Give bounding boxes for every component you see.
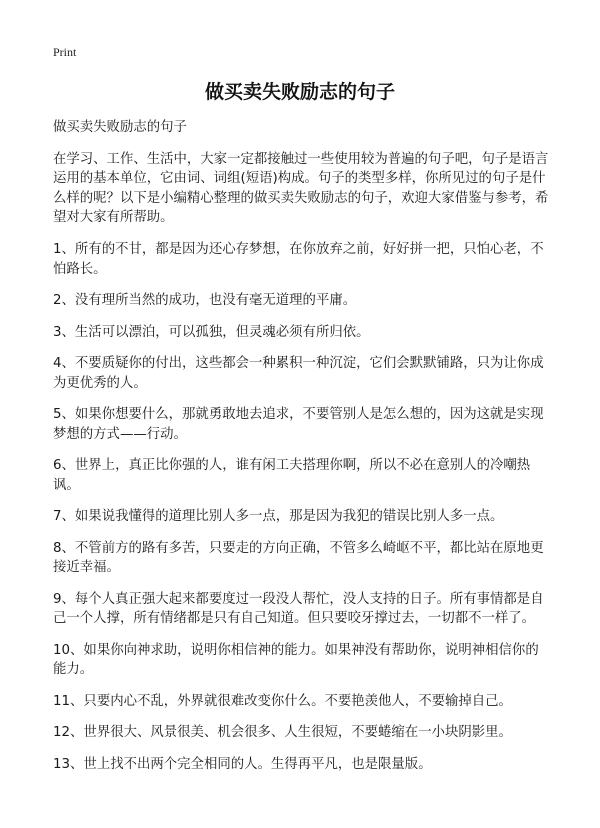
article-subtitle: 做买卖失败励志的句子 xyxy=(53,120,187,135)
list-item: 13、世上找不出两个完全相同的人。生得再平凡，也是限量版。 xyxy=(53,756,432,772)
list-item: 4、不要质疑你的付出，这些都会一种累积一种沉淀，它们会默默铺路，只为让你成为更优秀的人。 xyxy=(53,356,544,391)
article-intro: 在学习、工作、生活中，大家一定都接触过一些使用较为普遍的句子吧，句子是语言运用的基本单位，它由词、词组(短语)构成。句子的类型多样，你所见过的句子是什么样的呢？以下是小编精心整理的做买卖失败励志的句子，欢迎大家借鉴与参考，希望对大家有所帮助。 xyxy=(53,151,549,225)
list-item: 1、所有的不甘，都是因为还心存梦想，在你放弃之前，好好拼一把，只怕心老，不怕路长。 xyxy=(53,242,544,277)
list-item: 2、没有理所当然的成功，也没有毫无道理的平庸。 xyxy=(53,293,357,308)
list-item: 8、不管前方的路有多苦，只要走的方向正确，不管多么崎岖不平，都比站在原地更接近幸福。 xyxy=(53,540,544,575)
page-title: 做买卖失败励志的句子 xyxy=(204,81,395,103)
list-item: 5、如果你想要什么，那就勇敢地去追求，不要管别人是怎么想的，因为这就是实现梦想的方式——行动。 xyxy=(53,407,544,442)
list-item: 7、如果说我懂得的道理比别人多一点，那是因为我犯的错误比别人多一点。 xyxy=(53,509,504,524)
list-item: 10、如果你向神求助，说明你相信神的能力。如果神没有帮助你，说明神相信你的能力。 xyxy=(53,642,539,677)
article-body xyxy=(53,118,550,786)
list-item: 9、每个人真正强大起来都要度过一段没人帮忙，没人支持的日子。所有事情都是自己一个人撑，所有情绪都是只有自己知道。但只要咬牙撑过去，一切都不一样了。 xyxy=(53,591,544,626)
print-link[interactable]: Print xyxy=(53,45,77,59)
list-item: 12、世界很大、风景很美、机会很多、人生很短，不要蜷缩在一小块阴影里。 xyxy=(53,725,512,740)
list-item: 11、只要内心不乱，外界就很难改变你什么。不要艳羡他人，不要输掉自己。 xyxy=(53,693,512,709)
list-item: 3、生活可以漂泊，可以孤独，但灵魂必须有所归依。 xyxy=(53,324,370,340)
list-item: 6、世界上，真正比你强的人，谁有闲工夫搭理你啊，所以不必在意别人的冷嘲热讽。 xyxy=(53,458,531,493)
